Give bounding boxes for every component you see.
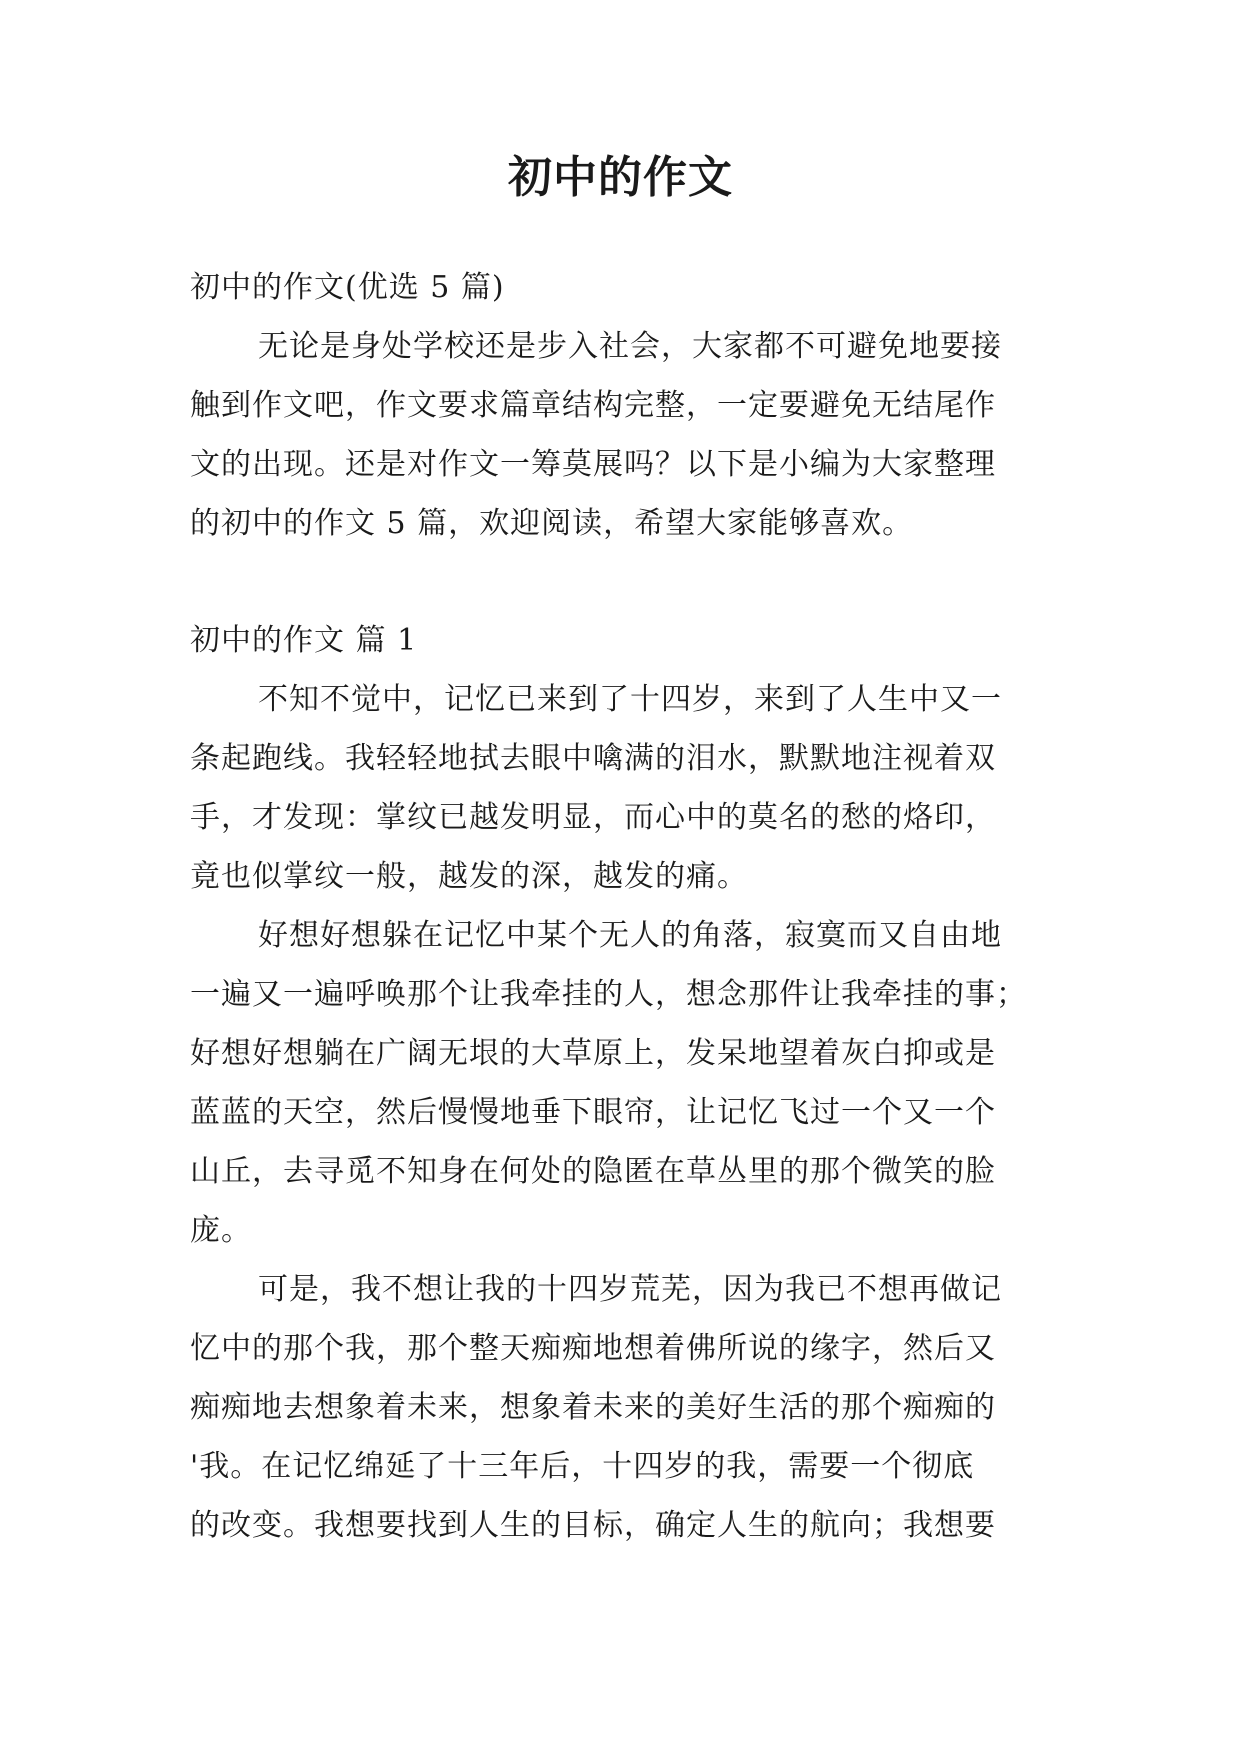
section-heading: 初中的作文 篇 1	[190, 623, 418, 658]
paragraph-line: 不知不觉中，记忆已来到了十四岁，来到了人生中又一	[258, 682, 1002, 717]
paragraph-line: 山丘，去寻觅不知身在何处的隐匿在草丛里的那个微笑的脸	[190, 1154, 996, 1189]
paragraph-line: 可是，我不想让我的十四岁荒芜，因为我已不想再做记	[258, 1272, 1002, 1307]
document-title: 初中的作文	[508, 152, 733, 203]
intro-line: 文的出现。还是对作文一筹莫展吗？以下是小编为大家整理	[190, 447, 996, 482]
paragraph-spacer	[190, 553, 1050, 611]
paragraph-line: 条起跑线。我轻轻地拭去眼中噙满的泪水，默默地注视着双	[190, 741, 996, 776]
paragraph-line: 好想好想躺在广阔无垠的大草原上，发呆地望着灰白抑或是	[190, 1036, 996, 1071]
paragraph-line: 竟也似掌纹一般，越发的深，越发的痛。	[190, 859, 748, 894]
paragraph-line: 庞。	[190, 1213, 252, 1248]
paragraph-line: 忆中的那个我，那个整天痴痴地想着佛所说的缘字，然后又	[190, 1331, 996, 1366]
intro-line: 的初中的作文 5 篇，欢迎阅读，希望大家能够喜欢。	[190, 506, 914, 541]
paragraph-line: '我。在记忆绵延了十三年后，十四岁的我，需要一个彻底	[190, 1449, 975, 1484]
intro-line: 触到作文吧，作文要求篇章结构完整，一定要避免无结尾作	[190, 388, 996, 423]
paragraph-line: 的改变。我想要找到人生的目标，确定人生的航向；我想要	[190, 1508, 996, 1543]
intro-line: 无论是身处学校还是步入社会，大家都不可避免地要接	[258, 329, 1002, 364]
paragraph-line: 痴痴地去想象着未来，想象着未来的美好生活的那个痴痴的	[190, 1390, 996, 1425]
document-subtitle: 初中的作文(优选 5 篇)	[190, 270, 505, 305]
paragraph-line: 蓝蓝的天空，然后慢慢地垂下眼帘，让记忆飞过一个又一个	[190, 1095, 996, 1130]
paragraph-line: 手，才发现：掌纹已越发明显，而心中的莫名的愁的烙印，	[190, 800, 996, 835]
paragraph-line: 一遍又一遍呼唤那个让我牵挂的人，想念那件让我牵挂的事；	[190, 977, 1027, 1012]
paragraph-line: 好想好想躲在记忆中某个无人的角落，寂寞而又自由地	[258, 918, 1002, 953]
document-body	[190, 258, 1050, 1555]
